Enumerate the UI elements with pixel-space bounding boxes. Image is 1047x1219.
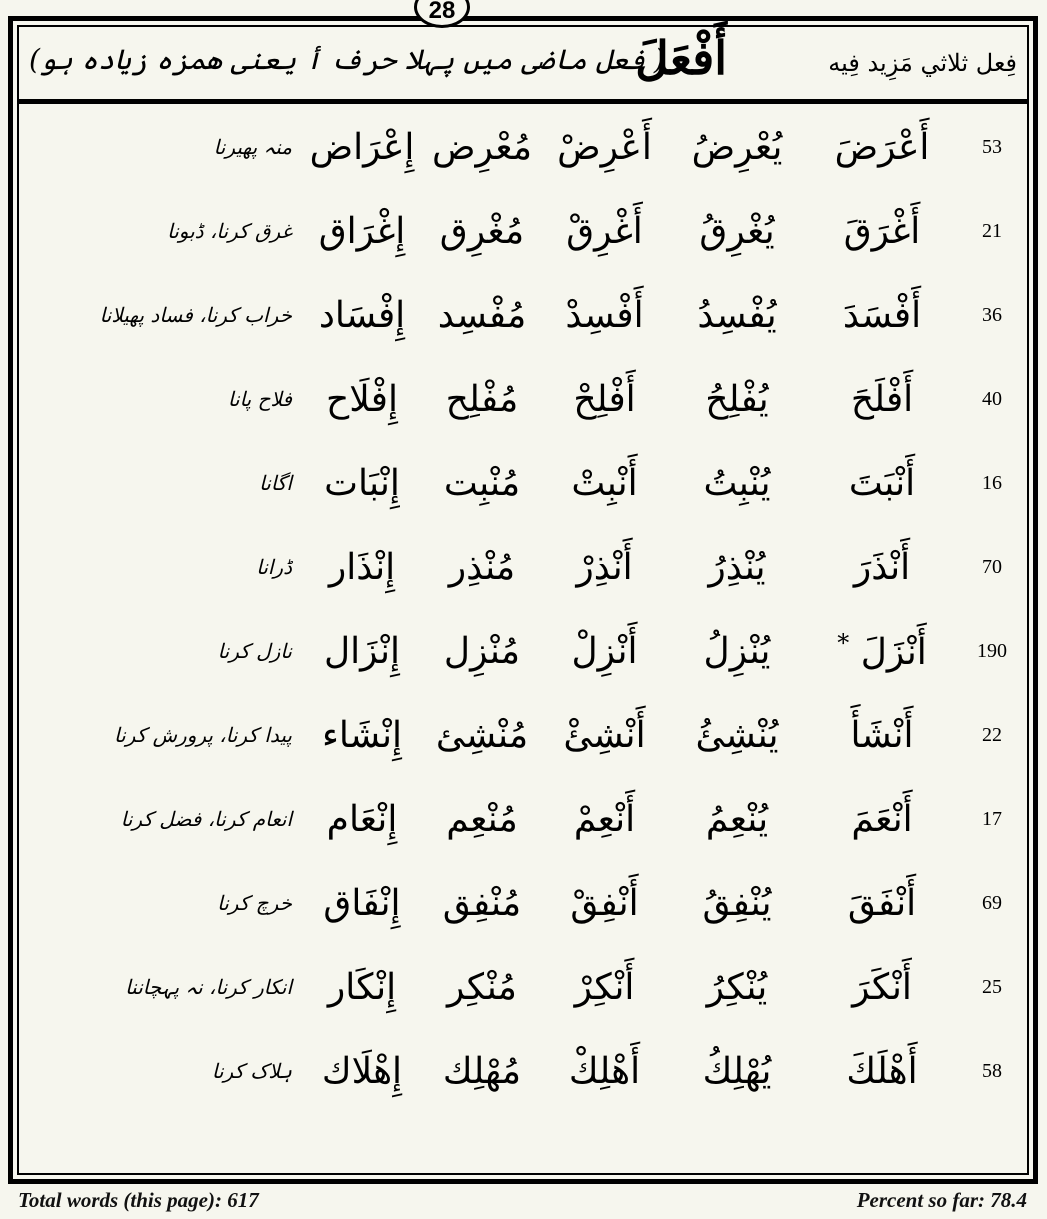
present-tense-cell-text: يُنْبِتُ xyxy=(703,462,771,504)
masdar-cell-text: إِنْذَار xyxy=(328,546,396,588)
table-row xyxy=(19,777,1027,861)
count-cell xyxy=(957,136,1027,159)
past-tense-cell xyxy=(807,547,957,588)
masdar-cell xyxy=(302,547,422,588)
table-header xyxy=(19,27,1027,104)
past-tense-cell xyxy=(807,295,957,336)
imperative-cell xyxy=(542,295,667,336)
present-tense-cell xyxy=(667,379,807,420)
table-row xyxy=(19,861,1027,945)
table-row xyxy=(19,273,1027,357)
participle-cell xyxy=(422,631,542,672)
participle-cell xyxy=(422,547,542,588)
table-row xyxy=(19,189,1027,273)
imperative-cell-text: أَفْلِحْ xyxy=(573,378,636,420)
past-tense-cell xyxy=(807,799,957,840)
meaning-cell xyxy=(19,891,302,915)
count-cell xyxy=(957,304,1027,327)
present-tense-cell-text: يُفْسِدُ xyxy=(697,294,777,336)
imperative-cell xyxy=(542,379,667,420)
past-tense-cell xyxy=(807,379,957,420)
meaning-cell xyxy=(19,387,302,411)
past-tense-cell-text: أَفْسَدَ xyxy=(842,294,922,336)
present-tense-cell-text: يُنْذِرُ xyxy=(708,546,766,588)
masdar-cell xyxy=(302,967,422,1008)
meaning-cell xyxy=(19,1059,302,1083)
past-tense-cell xyxy=(807,463,957,504)
meaning-cell-text: انکار کرنا، نہ پہچاننا xyxy=(125,975,292,999)
count-cell-text: 25 xyxy=(982,975,1002,998)
past-tense-cell-text: أَغْرَقَ xyxy=(843,210,921,252)
present-tense-cell xyxy=(667,295,807,336)
meaning-cell xyxy=(19,471,302,495)
masdar-cell xyxy=(302,211,422,252)
participle-cell-text: مُعْرِض xyxy=(431,126,533,168)
present-tense-cell-text: يُفْلِحُ xyxy=(705,378,769,420)
imperative-cell xyxy=(542,715,667,756)
table-frame xyxy=(8,16,1038,1184)
participle-cell-text: مُهْلِك xyxy=(442,1050,522,1092)
masdar-cell-text: إِنْبَات xyxy=(324,462,400,504)
past-tense-cell xyxy=(807,629,957,673)
masdar-cell-text: إِفْلَاح xyxy=(326,378,398,420)
count-cell-text: 69 xyxy=(982,891,1002,914)
imperative-cell xyxy=(542,883,667,924)
present-tense-cell xyxy=(667,967,807,1008)
meaning-cell-text: اگانا xyxy=(259,471,292,495)
past-tense-cell xyxy=(807,127,957,168)
past-tense-cell-text: أَنْفَقَ xyxy=(847,882,917,924)
count-cell-text: 17 xyxy=(982,807,1002,830)
meaning-cell-text: خرچ کرنا xyxy=(217,891,292,915)
imperative-cell-text: أَنْشِئْ xyxy=(563,714,646,756)
participle-cell xyxy=(422,967,542,1008)
masdar-cell-text: إِعْرَاض xyxy=(309,126,415,168)
meaning-cell xyxy=(19,303,302,327)
count-cell-text: 22 xyxy=(982,723,1002,746)
imperative-cell-text: أَنْزِلْ xyxy=(571,630,638,672)
present-tense-cell-text: يُغْرِقُ xyxy=(699,210,775,252)
masdar-cell-text: إِفْسَاد xyxy=(318,294,406,336)
verb-pattern: أَفْعَلَ xyxy=(635,31,727,85)
asterisk-mark: * xyxy=(837,629,850,657)
imperative-cell-text: أَنْفِقْ xyxy=(570,882,639,924)
past-tense-cell-text: أَنْزَلَ xyxy=(860,632,927,673)
participle-cell xyxy=(422,127,542,168)
table-inner xyxy=(17,25,1029,1175)
meaning-cell-text: نازل کرنا xyxy=(217,639,292,663)
participle-cell xyxy=(422,463,542,504)
present-tense-cell-text: يُنْشِئُ xyxy=(695,714,779,756)
past-tense-cell-text: أَهْلَكَ xyxy=(846,1050,918,1092)
masdar-cell xyxy=(302,379,422,420)
count-cell-text: 36 xyxy=(982,303,1002,326)
present-tense-cell-text: يُنْفِقُ xyxy=(702,882,772,924)
count-cell xyxy=(957,220,1027,243)
total-words: Total words (this page): 617 xyxy=(18,1188,259,1212)
imperative-cell-text: أَغْرِقْ xyxy=(566,210,643,252)
imperative-cell xyxy=(542,967,667,1008)
imperative-cell xyxy=(542,799,667,840)
imperative-cell xyxy=(542,547,667,588)
masdar-cell xyxy=(302,715,422,756)
participle-cell xyxy=(422,1051,542,1092)
imperative-cell xyxy=(542,631,667,672)
imperative-cell xyxy=(542,127,667,168)
past-tense-cell-text: أَنْكَرَ xyxy=(852,966,912,1008)
masdar-cell xyxy=(302,127,422,168)
participle-cell xyxy=(422,379,542,420)
meaning-cell xyxy=(19,135,302,159)
masdar-cell xyxy=(302,631,422,672)
present-tense-cell xyxy=(667,883,807,924)
participle-cell xyxy=(422,715,542,756)
meaning-cell xyxy=(19,219,302,243)
masdar-cell xyxy=(302,295,422,336)
participle-cell-text: مُنْبِت xyxy=(443,462,521,504)
masdar-cell-text: إِنْكَار xyxy=(327,966,397,1008)
count-cell xyxy=(957,556,1027,579)
count-cell-text: 190 xyxy=(977,639,1007,662)
meaning-cell xyxy=(19,639,302,663)
table-row xyxy=(19,525,1027,609)
imperative-cell-text: أَنْكِرْ xyxy=(574,966,635,1008)
count-cell xyxy=(957,1060,1027,1083)
participle-cell xyxy=(422,883,542,924)
table-row xyxy=(19,1029,1027,1113)
participle-cell xyxy=(422,295,542,336)
meaning-cell-text: غرق کرنا، ڈبونا xyxy=(167,219,292,243)
verb-table xyxy=(19,105,1027,1113)
pattern-note: ( فعل ماضی میں پہلا حرف أ یعنی همزہ زیادہ ہو) xyxy=(29,43,665,76)
past-tense-cell xyxy=(807,1051,957,1092)
masdar-cell xyxy=(302,883,422,924)
percent-so-far: Percent so far: 78.4 xyxy=(856,1188,1027,1212)
past-tense-cell xyxy=(807,211,957,252)
imperative-cell-text: أَنْعِمْ xyxy=(573,798,636,840)
imperative-cell-text: أَنْبِتْ xyxy=(571,462,638,504)
table-row xyxy=(19,945,1027,1029)
table-row xyxy=(19,693,1027,777)
meaning-cell-text: ڈرانا xyxy=(256,555,292,579)
verb-category: فِعل ثلاثي مَزِيد فِيه xyxy=(828,49,1017,77)
present-tense-cell xyxy=(667,463,807,504)
present-tense-cell xyxy=(667,715,807,756)
meaning-cell xyxy=(19,555,302,579)
masdar-cell-text: إِنْفَاق xyxy=(323,882,401,924)
masdar-cell-text: إِهْلَاك xyxy=(321,1050,403,1092)
masdar-cell-text: إِنْشَاء xyxy=(321,714,403,756)
present-tense-cell xyxy=(667,631,807,672)
past-tense-cell-text: أَنْبَتَ xyxy=(848,462,916,504)
imperative-cell-text: أَنْذِرْ xyxy=(576,546,633,588)
meaning-cell xyxy=(19,807,302,831)
participle-cell-text: مُنْفِق xyxy=(442,882,522,924)
present-tense-cell-text: يُنْكِرُ xyxy=(706,966,768,1008)
table-row xyxy=(19,357,1027,441)
count-cell-text: 16 xyxy=(982,471,1002,494)
masdar-cell xyxy=(302,463,422,504)
imperative-cell-text: أَفْسِدْ xyxy=(565,294,644,336)
present-tense-cell-text: يُعْرِضُ xyxy=(691,126,783,168)
meaning-cell xyxy=(19,723,302,747)
participle-cell-text: مُفْلِح xyxy=(445,378,519,420)
present-tense-cell xyxy=(667,799,807,840)
present-tense-cell-text: يُنْزِلُ xyxy=(703,630,771,672)
meaning-cell-text: انعام کرنا، فضل کرنا xyxy=(120,807,292,831)
count-cell xyxy=(957,808,1027,831)
participle-cell-text: مُفْسِد xyxy=(437,294,527,336)
past-tense-cell xyxy=(807,715,957,756)
past-tense-cell xyxy=(807,967,957,1008)
imperative-cell xyxy=(542,463,667,504)
past-tense-cell-text: أَنْعَمَ xyxy=(851,798,913,840)
masdar-cell-text: إِغْرَاق xyxy=(318,210,406,252)
present-tense-cell-text: يُنْعِمُ xyxy=(705,798,769,840)
masdar-cell-text: إِنْزَال xyxy=(323,630,401,672)
count-cell-text: 40 xyxy=(982,387,1002,410)
meaning-cell-text: منہ پھیرنا xyxy=(213,135,292,159)
imperative-cell-text: أَعْرِضْ xyxy=(557,126,652,168)
masdar-cell-text: إِنْعَام xyxy=(326,798,398,840)
participle-cell-text: مُنْشِئ xyxy=(435,714,529,756)
imperative-cell xyxy=(542,211,667,252)
participle-cell-text: مُغْرِق xyxy=(439,210,525,252)
participle-cell-text: مُنْزِل xyxy=(443,630,521,672)
count-cell-text: 53 xyxy=(982,135,1002,158)
table-row xyxy=(19,105,1027,189)
count-cell xyxy=(957,388,1027,411)
meaning-cell-text: ہلاک کرنا xyxy=(211,1059,292,1083)
count-cell xyxy=(957,472,1027,495)
present-tense-cell xyxy=(667,547,807,588)
past-tense-cell-text: أَنْشَأَ xyxy=(850,714,914,756)
present-tense-cell-text: يُهْلِكُ xyxy=(702,1050,772,1092)
present-tense-cell xyxy=(667,127,807,168)
meaning-cell xyxy=(19,975,302,999)
masdar-cell xyxy=(302,799,422,840)
participle-cell xyxy=(422,799,542,840)
meaning-cell-text: پیدا کرنا، پرورش کرنا xyxy=(114,723,292,747)
meaning-cell-text: فلاح پانا xyxy=(227,387,292,411)
past-tense-cell-text: أَنْذَرَ xyxy=(853,546,911,588)
participle-cell-text: مُنْكِر xyxy=(447,966,517,1008)
count-cell-text: 58 xyxy=(982,1059,1002,1082)
present-tense-cell xyxy=(667,1051,807,1092)
count-cell-text: 70 xyxy=(982,555,1002,578)
page-number: 28 xyxy=(414,0,470,28)
imperative-cell xyxy=(542,1051,667,1092)
past-tense-cell-text: أَفْلَحَ xyxy=(850,378,914,420)
masdar-cell xyxy=(302,1051,422,1092)
meaning-cell-text: خراب کرنا، فساد پھیلانا xyxy=(99,303,292,327)
imperative-cell-text: أَهْلِكْ xyxy=(568,1050,641,1092)
count-cell xyxy=(957,724,1027,747)
count-cell xyxy=(957,892,1027,915)
count-cell-text: 21 xyxy=(982,219,1002,242)
participle-cell-text: مُنْذِر xyxy=(448,546,516,588)
table-row xyxy=(19,609,1027,693)
count-cell xyxy=(957,640,1027,663)
participle-cell xyxy=(422,211,542,252)
table-row xyxy=(19,441,1027,525)
past-tense-cell-text: أَعْرَضَ xyxy=(834,126,930,168)
present-tense-cell xyxy=(667,211,807,252)
past-tense-cell xyxy=(807,883,957,924)
participle-cell-text: مُنْعِم xyxy=(446,798,518,840)
count-cell xyxy=(957,976,1027,999)
